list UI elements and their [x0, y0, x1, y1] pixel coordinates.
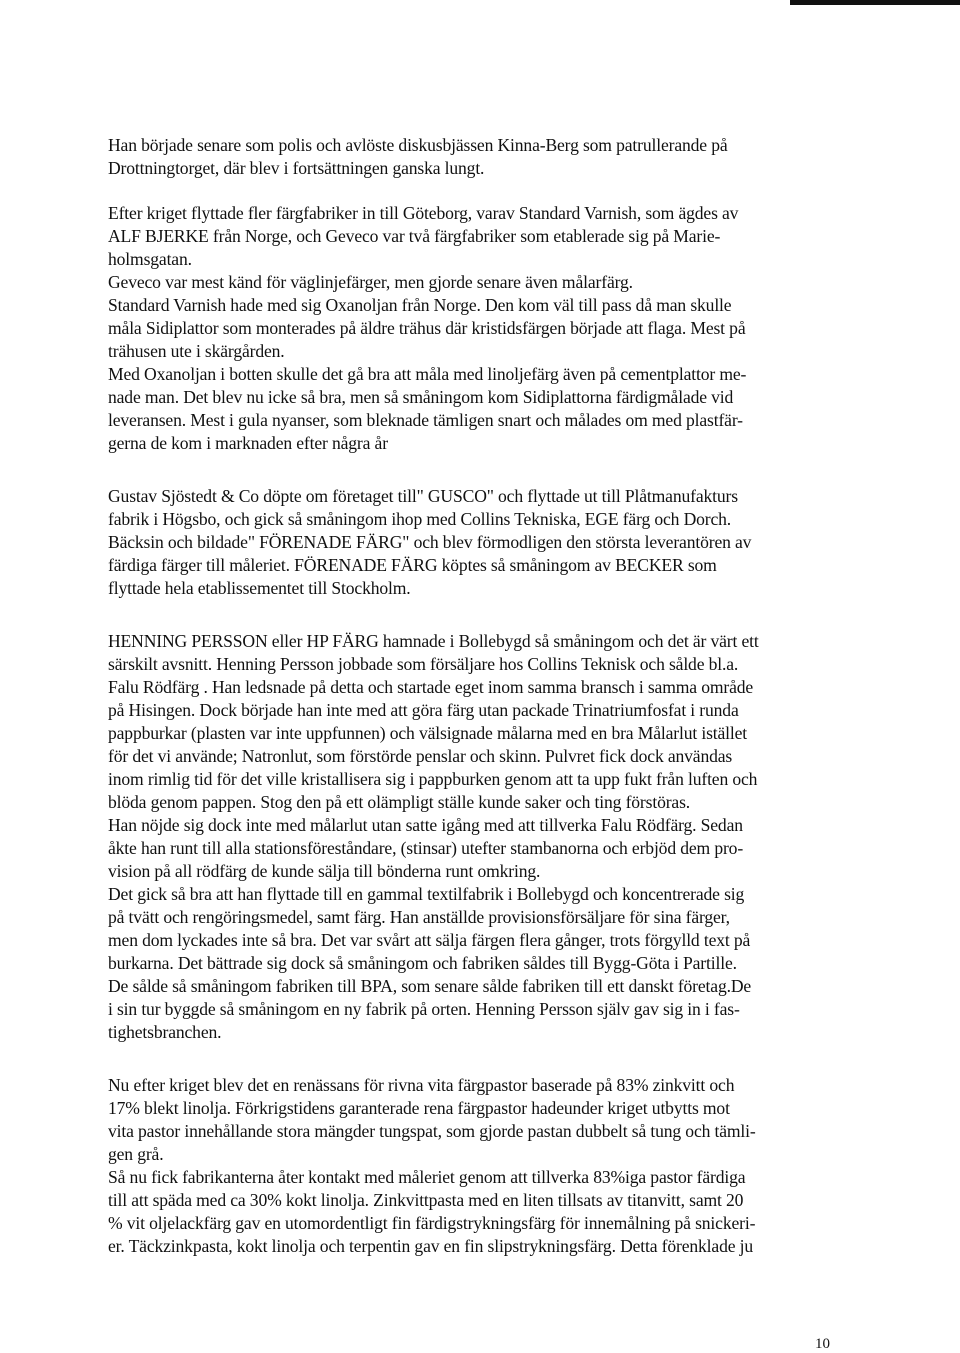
text-line: i sin tur byggde så småningom en ny fabrik på orten. Henning Persson själv gav sig in i fas-: [108, 999, 740, 1019]
text-line: Det gick så bra att han flyttade till en gammal textilfabrik i Bollebygd och koncentrerade sig: [108, 884, 745, 904]
text-line: Drottningtorget, där blev i fortsättningen ganska lungt.: [108, 158, 485, 178]
text-line: holmsgatan.: [108, 249, 192, 269]
text-line: på Hisingen. Dock började han inte med att göra färg utan packade Trinatriumfosfat i runda: [108, 700, 739, 720]
text-line: De sålde så småningom fabriken till BPA, som senare sålde fabriken till ett danskt företag.De: [108, 976, 752, 996]
paragraph-police: [108, 134, 843, 180]
text-line: tighetsbranchen.: [108, 1022, 222, 1042]
text-line: men dom lyckades inte så bra. Det var svårt att sälja färgen flera gånger, trots förgylld text på: [108, 930, 751, 950]
text-line: Falu Rödfärg . Han ledsnade på detta och startade eget inom samma bransch i samma område: [108, 677, 754, 697]
text-line: på tvätt och rengöringsmedel, samt färg. Han anställde provisionsförsäljare för sina färger,: [108, 907, 730, 927]
text-line: gen grå.: [108, 1144, 164, 1164]
document-body: [108, 134, 843, 1258]
page-number: 10: [815, 1336, 830, 1352]
scan-edge-mark: [790, 0, 960, 5]
text-line: särskilt avsnitt. Henning Persson jobbade som försäljare hos Collins Teknisk och sålde bl.a.: [108, 654, 739, 674]
text-line: Med Oxanoljan i botten skulle det gå bra att måla med linoljefärg även på cementplattor me-: [108, 364, 747, 384]
text-line: gerna de kom i marknaden efter några år: [108, 433, 388, 453]
text-line: Gustav Sjöstedt & Co döpte om företaget till" GUSCO" och flyttade ut till Plåtmanufakturs: [108, 486, 738, 506]
text-line: måla Sidiplattor som monterades på äldre trähus där kristidsfärgen började att flaga. Mest på: [108, 318, 746, 338]
text-line: till att späda med ca 30% kokt linolja. Zinkvittpasta med en liten tillsats av titanvitt, samt 20: [108, 1190, 744, 1210]
text-line: Bäcksin och bildade" FÖRENADE FÄRG" och blev förmodligen den största leverantören av: [108, 532, 752, 552]
paragraph-zinc-pastes: [108, 1074, 843, 1258]
text-line: Så nu fick fabrikanterna åter kontakt med måleriet genom att tillverka 83%iga pastor färdiga: [108, 1167, 746, 1187]
paragraph-paint-factories: [108, 202, 843, 455]
text-line: flyttade hela etablissementet till Stockholm.: [108, 578, 411, 598]
text-line: % vit oljelackfärg gav en utomordentligt fin färdigstrykningsfärg för innemålning på snickeri-: [108, 1213, 756, 1233]
text-line: leveransen. Mest i gula nyanser, som bleknade tämligen snart och målades om med plastfär-: [108, 410, 743, 430]
paragraph-gusco: [108, 485, 843, 600]
text-line: vision på all rödfärg de kunde sälja till bönderna runt omkring.: [108, 861, 541, 881]
text-line: nade man. Det blev nu icke så bra, men så småningom kom Sidiplattorna färdigmålade vid: [108, 387, 734, 407]
text-line: trähusen ute i skärgården.: [108, 341, 285, 361]
paragraph-henning-persson: [108, 630, 843, 1044]
text-line: färdiga färger till måleriet. FÖRENADE FÄRG köptes så småningom av BECKER som: [108, 555, 717, 575]
text-line: er. Täckzinkpasta, kokt linolja och terpentin gav en fin slipstrykningsfärg. Detta förenklade ju: [108, 1236, 754, 1256]
text-line: blöda genom pappen. Stog den på ett olämpligt ställe kunde saker och ting förstöras.: [108, 792, 691, 812]
text-line: pappburkar (plasten var inte uppfunnen) och välsignade målarna med en bra Målarlut istället: [108, 723, 748, 743]
text-line: Geveco var mest känd för väglinjefärger, men gjorde senare även målarfärg.: [108, 272, 633, 292]
text-line: HENNING PERSSON eller HP FÄRG hamnade i Bollebygd så småningom och det är värt ett: [108, 631, 759, 651]
text-line: för det vi använde; Natronlut, som förstörde penslar och skinn. Pulvret fick dock användas: [108, 746, 733, 766]
text-line: burkarna. Det bättrade sig dock så småningom och fabriken såldes till Bygg-Göta i Partille.: [108, 953, 737, 973]
text-line: vita pastor innehållande stora mängder tungspat, som gjorde pastan dubbelt så tung och tämli-: [108, 1121, 756, 1141]
text-line: Han började senare som polis och avlöste diskusbjässen Kinna-Berg som patrullerande på: [108, 135, 728, 155]
text-line: inom rimlig tid för det ville kristallisera sig i pappburken genom att ta upp fukt från luften och: [108, 769, 758, 789]
text-line: fabrik i Högsbo, och gick så småningom ihop med Collins Tekniska, EGE färg och Dorch.: [108, 509, 732, 529]
text-line: ALF BJERKE från Norge, och Geveco var två färgfabriker som etablerade sig på Marie-: [108, 226, 721, 246]
text-line: Nu efter kriget blev det en renässans för rivna vita färgpastor baserade på 83% zinkvitt och: [108, 1075, 735, 1095]
text-line: Han nöjde sig dock inte med målarlut utan satte igång med att tillverka Falu Rödfärg. Sedan: [108, 815, 743, 835]
text-line: Standard Varnish hade med sig Oxanoljan från Norge. Den kom väl till pass då man skulle: [108, 295, 732, 315]
text-line: åkte han runt till alla stationsföreståndare, (stinsar) utefter stambanorna och erbjöd dem pro-: [108, 838, 744, 858]
text-line: 17% blekt linolja. Förkrigstidens garanterade rena färgpastor hadeunder kriget utbytts mot: [108, 1098, 730, 1118]
text-line: Efter kriget flyttade fler färgfabriker in till Göteborg, varav Standard Varnish, som ägdes av: [108, 203, 739, 223]
